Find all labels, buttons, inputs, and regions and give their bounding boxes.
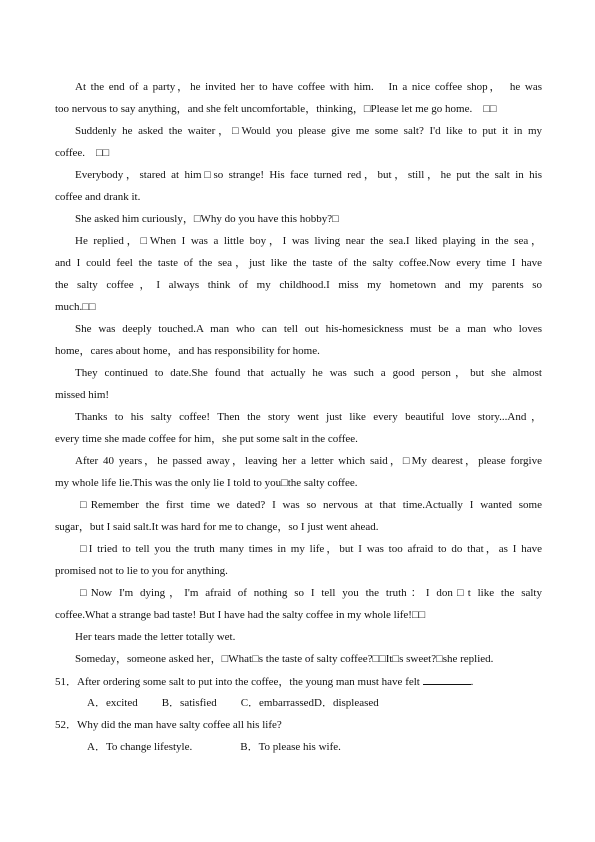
story-line: coffee and drank it. bbox=[55, 191, 141, 203]
story-line: □Remember the first time we dated? I was so nervous at that time.Actually I wanted some bbox=[80, 499, 542, 511]
story-line: She was deeply touched.A man who can tell out his-homesickness must be a man who loves bbox=[75, 323, 542, 335]
answer-blank[interactable] bbox=[423, 674, 471, 685]
story-line: She asked him curiously，□Why do you have this hobby?□ bbox=[75, 213, 339, 225]
story-line: After 40 years，he passed away，leaving her a letter which said，□My dearest，please forgive bbox=[75, 455, 542, 467]
story-line: much.□□ bbox=[55, 301, 96, 313]
story-line: Everybody，stared at him□so strange! His face turned red，but，still，he put the salt in his bbox=[75, 169, 542, 181]
story-line: Someday，someone asked her，□What□s the taste of salty coffee?□□It□s sweet?□she replied. bbox=[75, 653, 494, 665]
story-line: sugar，but I said salt.It was hard for me to change，so I just went ahead. bbox=[55, 521, 379, 533]
story-line: missed him! bbox=[55, 389, 110, 401]
story-line: □Now I'm dying，I'm afraid of nothing so I tell you the truth：I don□t like the salty bbox=[80, 587, 542, 599]
question-stem: 51．After ordering some salt to put into the coffee，the young man must have felt bbox=[55, 676, 420, 688]
story-line: They continued to date.She found that actually he was such a good person，but she almost bbox=[75, 367, 542, 379]
story-line: Thanks to his salty coffee! Then the story went just like every beautiful love story...And， bbox=[75, 411, 542, 423]
question-51 bbox=[55, 674, 542, 689]
option-c[interactable]: C．embarrassed bbox=[240, 697, 315, 709]
option-b[interactable]: B．satisfied bbox=[161, 697, 217, 709]
option-b[interactable]: B．To please his wife. bbox=[240, 741, 341, 753]
question-stem: 52．Why did the man have salty coffee all his life? bbox=[55, 719, 282, 731]
story-line: every time she made coffee for him，she put some salt in the coffee. bbox=[55, 433, 358, 445]
story-line: and I could feel the taste of the sea，just like the taste of the salty coffee.Now every time I have bbox=[55, 257, 542, 269]
story-line: Suddenly he asked the waiter，□Would you please give me some salt? I'd like to put it in my bbox=[75, 125, 542, 137]
option-a[interactable]: A．excited bbox=[87, 697, 138, 709]
story-line: promised not to lie to you for anything. bbox=[55, 565, 228, 577]
question-end: . bbox=[470, 676, 474, 688]
story-line: home，cares about home，and has responsibility for home. bbox=[55, 345, 320, 357]
option-a[interactable]: A．To change lifestyle. bbox=[87, 741, 193, 753]
question-52-options bbox=[87, 740, 527, 754]
story-line: □I tried to tell you the truth many times in my life，but I was too afraid to do that，as I have bbox=[80, 543, 542, 555]
story-line: coffee.What a strange bad taste! But I have had the salty coffee in my whole life!□□ bbox=[55, 609, 426, 621]
story-line: At the end of a party，he invited her to have coffee with him. In a nice coffee shop， he was bbox=[75, 81, 542, 93]
story-line: Her tears made the letter totally wet. bbox=[75, 631, 236, 643]
story-line: He replied，□When I was a little boy，I was living near the sea.I liked playing in the sea， bbox=[75, 235, 542, 247]
story-line: coffee. □□ bbox=[55, 147, 110, 159]
story-line: too nervous to say anything，and she felt uncomfortable，thinking，□Please let me go home. □□ bbox=[55, 103, 497, 115]
story-line: the salty coffee，I always think of my childhood.I miss my hometown and my parents so bbox=[55, 279, 542, 291]
question-51-options bbox=[87, 696, 527, 710]
question-52 bbox=[55, 718, 542, 732]
option-d[interactable]: D．displeased bbox=[314, 697, 379, 709]
story-line: my whole life lie.This was the only lie I told to you□the salty coffee. bbox=[55, 477, 358, 489]
